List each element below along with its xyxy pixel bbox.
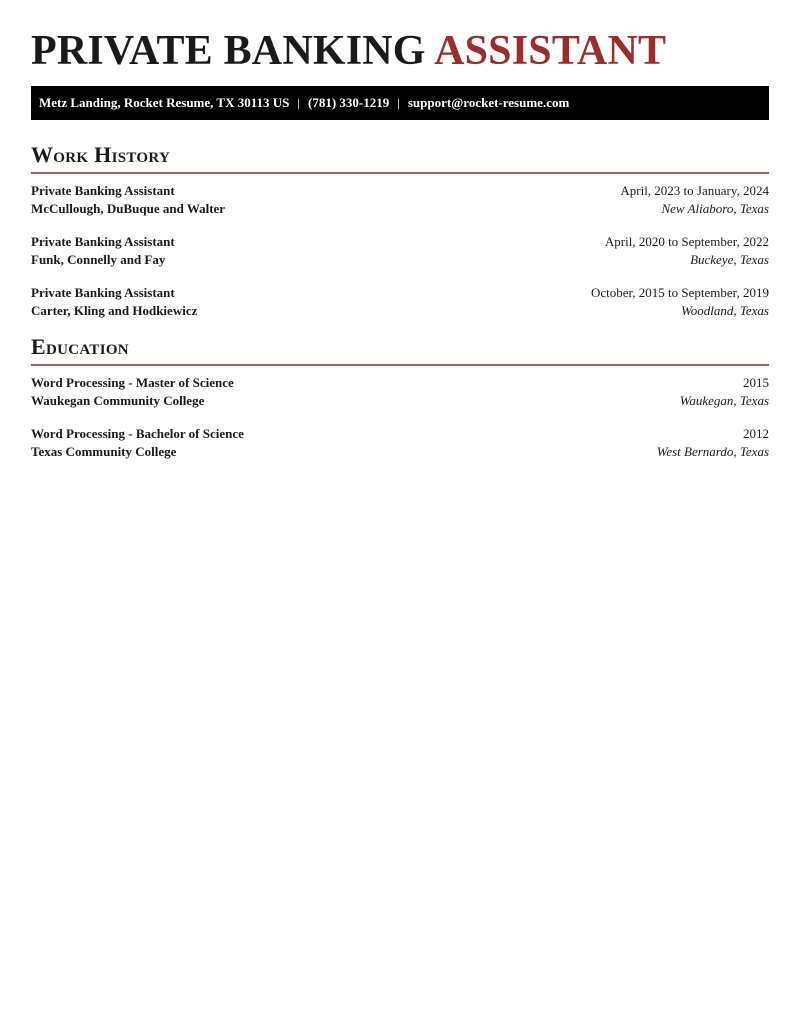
- education-entry: [31, 425, 769, 461]
- work-role: Private Banking Assistant: [31, 285, 175, 300]
- education-section: [31, 334, 769, 461]
- education-school: Waukegan Community College: [31, 393, 205, 408]
- education-school: Texas Community College: [31, 444, 177, 459]
- work-history-heading: Work History: [31, 142, 171, 167]
- work-entry: [31, 284, 769, 320]
- work-role: Private Banking Assistant: [31, 234, 175, 249]
- work-entry: [31, 233, 769, 269]
- education-list: [31, 366, 769, 461]
- education-year: 2015: [743, 375, 769, 390]
- work-location: Woodland, Texas: [681, 303, 769, 318]
- education-degree: Word Processing - Master of Science: [31, 375, 234, 390]
- work-location: Buckeye, Texas: [690, 252, 769, 267]
- work-location: New Aliaboro, Texas: [661, 201, 769, 216]
- education-location: West Bernardo, Texas: [656, 444, 769, 459]
- contact-email[interactable]: support@rocket-resume.com: [407, 95, 570, 110]
- work-history-list: [31, 174, 769, 320]
- education-heading: Education: [31, 334, 129, 359]
- work-dates: October, 2015 to September, 2019: [590, 285, 769, 300]
- work-company: Funk, Connelly and Fay: [31, 252, 166, 267]
- work-dates: April, 2020 to September, 2022: [604, 234, 769, 249]
- title-main: PRIVATE BANKING: [31, 28, 426, 74]
- work-company: McCullough, DuBuque and Walter: [31, 201, 226, 216]
- contact-phone: (781) 330-1219: [307, 95, 390, 110]
- education-degree: Word Processing - Bachelor of Science: [31, 426, 244, 441]
- work-history-section: [31, 142, 769, 320]
- education-entry: [31, 374, 769, 410]
- education-location: Waukegan, Texas: [679, 393, 769, 408]
- title-accent: ASSISTANT: [434, 28, 667, 74]
- work-role: Private Banking Assistant: [31, 183, 175, 198]
- resume-page: [31, 0, 769, 461]
- resume-title: [31, 0, 769, 75]
- contact-address: Metz Landing, Rocket Resume, TX 30113 US: [39, 95, 290, 110]
- work-company: Carter, Kling and Hodkiewicz: [31, 303, 198, 318]
- education-year: 2012: [743, 426, 769, 441]
- contact-bar: [31, 86, 769, 120]
- contact-separator: |: [297, 95, 300, 110]
- contact-separator: |: [397, 95, 400, 110]
- work-entry: [31, 182, 769, 218]
- work-dates: April, 2023 to January, 2024: [620, 183, 769, 198]
